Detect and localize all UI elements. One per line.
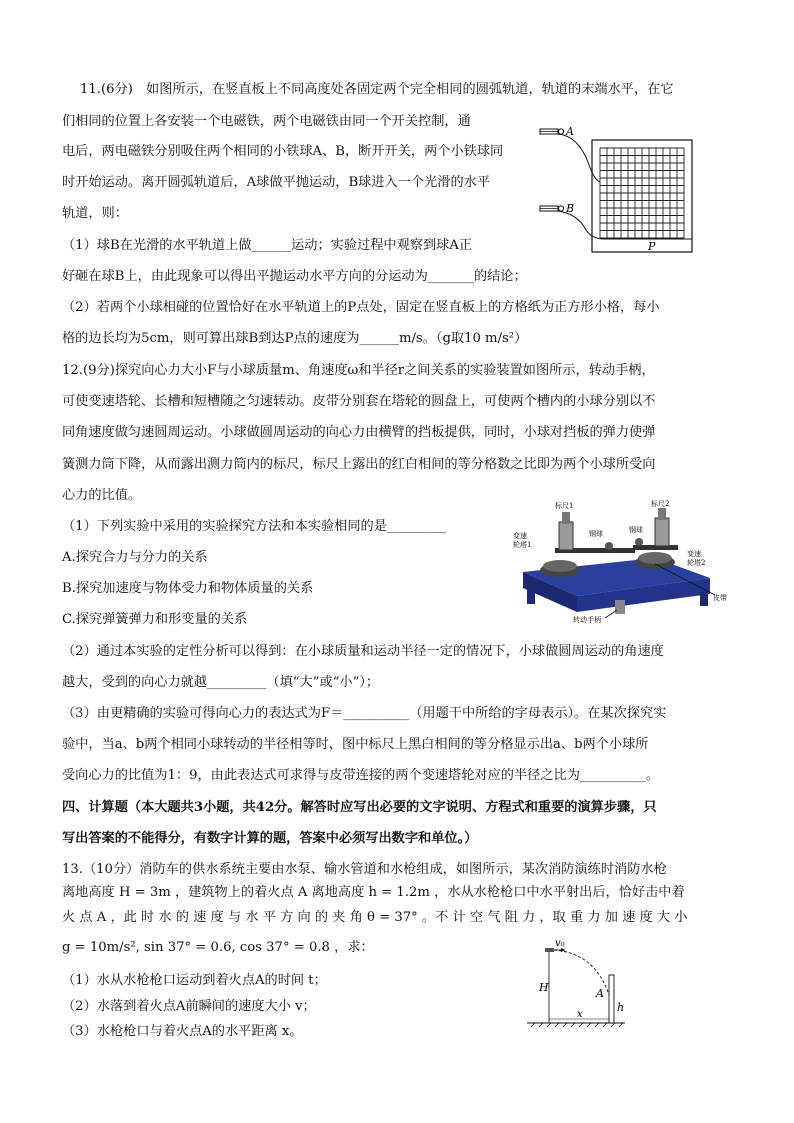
q13-part-2: （2）水落到着火点A前瞬间的速度大小 v；	[62, 999, 316, 1014]
q12-line-5: 心力的比值。	[62, 488, 142, 503]
q12-label-wheel2-b: 轮塔2	[687, 559, 706, 567]
q12-label-wheel2-a: 变速	[687, 550, 701, 558]
q13-line-3: 火 点 A ，此 时 水 的 速 度 与 水 平 方 向 的 夹 角 θ = 37° 。不 计 空 气 阻 力 ，取 重 力 加 速 度 大 小	[62, 910, 688, 925]
q12-line-12: （3）由更精确的实验可得向心力的表达式为F＝__________（用题干中所给的字母表示）。在某次探究实	[62, 706, 667, 721]
q12-label-wheel1-b: 轮塔1	[513, 541, 532, 549]
q13-label-h-big: H	[539, 981, 549, 994]
q12-label-wheel1-a: 变速	[513, 532, 527, 540]
q11-grid-figure	[530, 122, 710, 257]
q13-part-3: （3）水枪枪口与着火点A的水平距离 x。	[62, 1024, 303, 1039]
q13-part-1: （1）水从水枪枪口运动到着火点A的时间 t；	[62, 973, 327, 988]
q12-line-13: 验中，当a、b两个相同小球转动的半径相等时，图中标尺上黑白相间的等分格显示出a、b两个小球所	[62, 737, 649, 752]
q13-line-2: 离地高度 H = 3m ，建筑物上的着火点 A 离地高度 h = 1.2m ，水从水枪枪口中水平射出后，恰好击中着	[62, 885, 685, 900]
q11-line-6: （1）球B在光滑的水平轨道上做______运动；实验过程中观察到球A正	[62, 238, 473, 253]
q12-label-ruler1: 标尺1	[555, 502, 574, 510]
q12-line-3: 同角速度做匀速圆周运动。小球做圆周运动的向心力由横臂的挡板提供，同时，小球对挡板的弹力使弹	[62, 425, 656, 440]
q11-line-1: 11.(6分) 如图所示，在竖直板上不同高度处各固定两个完全相同的圆弧轨道，轨道的末端水平，在它	[80, 82, 674, 97]
q12-label-ball1: 钢球	[589, 530, 603, 538]
q11-line-5: 轨道，则：	[62, 206, 128, 221]
q11-line-9: 格的边长均为5cm，则可算出球B到达P点的速度为______m/s。（g取10 m/s²）	[62, 331, 528, 346]
q12-label-ball2: 钢球	[629, 526, 643, 534]
q12-option-b: B.探究加速度与物体受力和物体质量的关系	[62, 581, 314, 596]
q12-label-belt: 皮带	[713, 594, 727, 602]
section4-heading-line-1: 四、计算题（本大题共3小题，共42分。解答时应写出必要的文字说明、方程式和重要的演算步骤，只	[62, 800, 657, 815]
q12-label-ruler2: 标尺2	[651, 500, 670, 508]
q12-line-2: 可使变速塔轮、长槽和短槽随之匀速转动。皮带分别套在塔轮的圆盘上，可使两个槽内的小球分别以不	[62, 394, 656, 409]
q12-line-14: 受向心力的比值为1：9，由此表达式可求得与皮带连接的两个变速塔轮对应的半径之比为__________。	[62, 768, 660, 783]
q11-line-2: 们相同的位置上各安装一个电磁铁，两个电磁铁由同一个开关控制，通	[62, 114, 471, 129]
q12-line-10: （2）通过本实验的定性分析可以得到：在小球质量和运动半径一定的情况下，小球做圆周运动的角速度	[62, 644, 664, 659]
section4-heading-line-2: 写出答案的不能得分，有数字计算的题，答案中必须写出数字和单位。）	[62, 831, 478, 846]
q12-option-a: A.探究合力与分力的关系	[62, 550, 208, 565]
q13-label-a: A	[596, 987, 604, 1000]
q13-label-x: x	[577, 1009, 583, 1020]
q12-line-4: 簧测力筒下降，从而露出测力筒内的标尺，标尺上露出的红白相间的等分格数之比即为两个小球所受向	[62, 457, 656, 472]
q13-line-4: g = 10m/s², sin 37° = 0.6, cos 37° = 0.8 ，求：	[62, 940, 374, 955]
q11-label-p: P	[648, 240, 656, 253]
q12-line-11: 越大，受到的向心力就越_________（填“大”或“小”）；	[62, 675, 380, 690]
q12-option-c: C.探究弹簧弹力和形变量的关系	[62, 612, 248, 627]
q12-apparatus-figure	[505, 500, 735, 630]
q12-line-6: （1）下列实验中采用的实验探究方法和本实验相同的是_________	[62, 519, 447, 534]
q11-line-4: 时开始运动。离开圆弧轨道后，A球做平抛运动，B球进入一个光滑的水平	[62, 175, 491, 190]
q13-line-1: 13.（10分）消防车的供水系统主要由水泵、输水管道和水枪组成，如图所示，某次消防演练时消防水枪	[62, 862, 667, 877]
q11-label-a: A	[566, 125, 574, 138]
q13-fire-figure	[525, 935, 635, 1035]
q11-label-b: B	[566, 202, 575, 215]
q11-line-3: 电后，两电磁铁分别吸住两个相同的小铁球A、B，断开开关，两个小铁球同	[62, 144, 504, 159]
q11-line-7: 好砸在球B上，由此现象可以得出平抛运动水平方向的分运动为_______的结论；	[62, 269, 527, 284]
q12-line-1: 12.(9分)探究向心力大小F与小球质量m、角速度ω和半径r之间关系的实验装置如图所示，转动手柄，	[62, 363, 655, 378]
q11-line-8: （2）若两个小球相碰的位置恰好在水平轨道上的P点处，固定在竖直板上的方格纸为正方形小格，每小	[62, 300, 660, 315]
q13-label-v0: v₀	[555, 938, 565, 949]
q12-label-handle: 转动手柄	[573, 616, 601, 624]
q13-label-h-small: h	[617, 1001, 625, 1014]
